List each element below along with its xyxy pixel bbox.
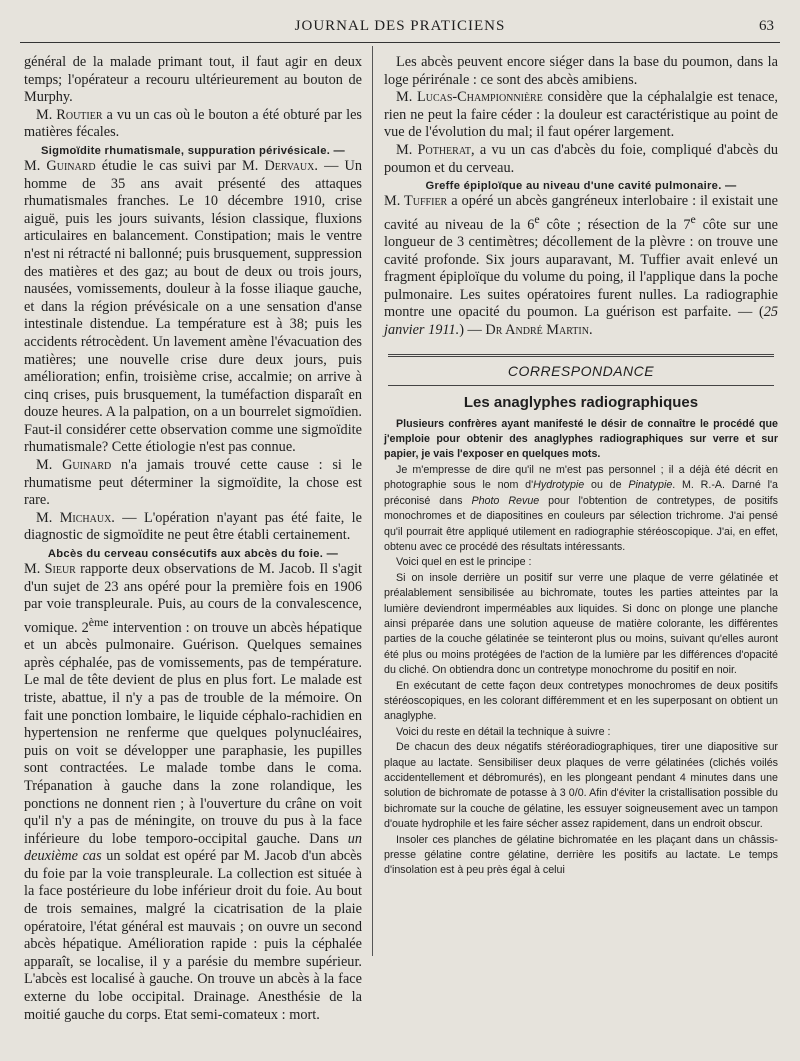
column-divider — [372, 46, 373, 956]
paragraph: M. Guinard étudie le cas suivi par M. Dervaux. — Un homme de 35 ans avait présenté des attaques rhumatismales franches. Le 10 décembre 1910, crise aiguë, puis les jours suivants, lésion classique, fluxions articulaires en balancement. Constipation; mais le ventre n'est ni rétracté ni ballonné; puis brusquement, suppression des matières et des gaz; au bout de deux ou trois jours, nausées, vomissements, douleur à la fosse iliaque gauche, et dans la région prévésicale on a une sensation d'anse intestinale distendue. La température est à 38; puis les accidents rétrocèdent. Un lavement amène l'évacuation des matières; une nouvelle crise dure deux jours, puis amélioration; enfin, troisième crise, accalmie; on arrive à cinq crises, puis brusquement, la tuméfaction disparaît en douze heures. A la palpation, on a un bourrelet sigmoïdien. Faut-il considérer cette observation comme une sigmoïdite rhumatismale? Cette étiologie n'est pas connue. — [24, 157, 362, 456]
author-name: M. Routier — [36, 106, 103, 123]
section-heading — [384, 354, 778, 386]
journal-title: JOURNAL DES PRATICIENS — [294, 18, 506, 34]
section-label: CORRESPONDANCE — [507, 362, 655, 379]
paragraph: M. Routier a vu un cas où le bouton a été obturé par les matières fécales. — [24, 106, 362, 141]
section-rule — [388, 385, 774, 386]
paragraph: Les abcès peuvent encore siéger dans la base du poumon, dans la loge périrénale : ce sont des abcès amibiens. — [384, 54, 778, 88]
paragraph: Je m'empresse de dire qu'il ne m'est pas personnel ; il a déjà été décrit en photographie sous le nom d'Hydrotypie ou de Pinatypie. M. R.-A. Darné l'a préconisé dans Photo Revue pour l'obtention de contretypes, de positifs monochromes et de diapositines en couleurs par sélection trichrome. J'ai pensé qu'il pourrait être appliqué utilement en radiographie stéréoscopique. J'ai, en effet, obtenu avec ce procédé des résultats intéressants. — [384, 463, 778, 553]
author-name: M. Dervaux — [242, 157, 315, 174]
header-rule — [20, 42, 780, 43]
paragraph: Voici du reste en détail la technique à suivre : — [396, 725, 611, 738]
paragraph: Insoler ces planches de gélatine bichromatée en les plaçant dans un châssis-presse gélatine contre gélatine, derrière les positifs au lactate. Le temps d'insolation est à peu près égal à celui — [384, 833, 778, 877]
paragraph: M. Sieur rapporte deux observations de M. Jacob. Il s'agit d'un sujet de 23 ans opéré pour la première fois en 1906 par voie transpleurale. Puis, au cours de la convalescence, vomique. 2ème intervention : on trouve un abcès hépatique et un abcès pulmonaire. Guérison. Quelques semaines après céphalée, pas de vomissements, pas de température. Le mal de tête devient de plus en plus fort. Le malade est triste, abattue, il n'y a pas de trouble de la mémoire. On fait une ponction lombaire, le liquide céphalo-rachidien en hypertension ne renferme que quelques polynucléaires, puis on voit se développer une paraphasie, les pupilles sont contractées. Le malade tombe dans le coma. Trépanation à gauche dans la zone rolandique, les ponctions ne donnent rien ; à l'ouverture du crâne on voit qu'il n'y a pas de méningite, on trouve du pus à la face inférieure du lobe temporo-occipital gauche. Dans un deuxième cas un soldat est opéré par M. Jacob d'un abcès du foie par la voie transpleurale. La collection est située à la face postérieure du lobe inférieur droit du foie. Au bout de trois semaines, malgré la cicatrisation de la plaie opératoire, l'état général est mauvais ; on ouvre un second abcès hépatique. Amélioration rapide : puis la céphalée apparaît, se localise, il y a parésie du membre supérieur. L'abcès est localisé à gauche. On trouve un abcès à la face externe du lobe occipital. Drainage. Anesthésie de la moitié gauche du corps. Etat semi-comateux : mort. — [24, 561, 362, 1023]
author-name: M. Michaux — [36, 509, 112, 526]
author-name: M. Sieur — [24, 561, 76, 578]
author-name: M. Tuffier — [384, 193, 448, 210]
left-column — [24, 54, 362, 1023]
rubric-heading: Abcès du cerveau consécutifs aux abcès du foie. — — [47, 548, 339, 561]
article-body — [384, 417, 778, 879]
paragraph: M. Michaux. — L'opération n'ayant pas été faite, le diagnostic de sigmoïdite ne peut être établi certainement. — [24, 509, 362, 544]
author-name: M. Guinard — [24, 157, 96, 174]
paragraph: Voici quel en est le principe : — [396, 556, 532, 569]
paragraph: Si on insole derrière un positif sur verre une plaque de verre gélatinée et préalablement sensibilisée au bichromate, toutes les parties atteintes par la lumière deviendront imperméables aux liquides. Si donc on plonge une planche ainsi préparée dans une solution aqueuse de matière colorante, les différentes parties de la couche gélatinée se teinteront plus ou moins, suivant qu'elles auront été plus ou moins protégées de l'action de la lumière par les différences d'opacité du cliché. On obtiendra donc un contretype monochrome du positif en noir. — [384, 571, 778, 677]
rubric-heading: Greffe épiploïque au niveau d'une cavité pulmonaire. — — [425, 180, 737, 193]
article-title: Les anaglyphes radiographiques — [463, 393, 699, 411]
right-column — [384, 54, 778, 964]
paragraph: M. Tuffier a opéré un abcès gangréneux interlobaire : il existait une cavité au niveau de la 6e côte ; résection de la 7e côte sur une longueur de 3 centimètres; décollement de la plèvre : on trouve une cavité profonde. Six jours auparavant, M. Tuffier avait enlevé un fragment épiploïque du volume du poing, il l'applique dans la poche pulmonaire. Les suites opératoires furent nulles. La radiographie montre une opacité du poumon. La guérison est parfaite. — (25 janvier 1911.) — Dr André Martin. — [384, 193, 778, 339]
page-number: 63 — [759, 18, 774, 34]
paragraph: M. Guinard n'a jamais trouvé cette cause : si le rhumatisme peut déterminer la sigmoïdite, la chose est rare. — [24, 457, 362, 509]
paragraph: général de la malade primant tout, il faut agir en deux temps; l'opérateur a recouru ultérieurement au bouton de Murphy. — [24, 54, 362, 106]
paragraph: En exécutant de cette façon deux contretypes monochromes de deux positifs stéréoscopiques, en les colorant différemment et en les superposant on obtient un anaglyphe. — [384, 679, 778, 723]
author-name: M. Potherat — [396, 141, 472, 158]
signature: Dr André Martin. — [485, 322, 593, 339]
section-rule — [388, 354, 774, 357]
running-head — [0, 12, 800, 40]
paragraph: De chacun des deux négatifs stéréoradiographiques, tirer une diapositive sur plaque au lactate. Sensibiliser deux plaques de verre gélatinées (clichés voilés accidentellement et débromurés), en les plongeant pendant 4 minutes dans une solution de bichromate de potasse à 3 0/0. Afin d'éviter la cristallisation possible du bichromate sur la couche de gélatine, les essuyer soigneusement avec un tampon d'ouate hydrophile et les faire sécher assez rapidement, dans un endroit obscur. — [384, 741, 778, 831]
author-name: M. Guinard — [36, 457, 112, 474]
paragraph: M. Potherat, a vu un cas d'abcès du foie, compliqué d'abcès du poumon et du cerveau. — [384, 141, 778, 176]
rubric-heading: Sigmoïdite rhumatismale, suppuration périvésicale. — — [40, 144, 346, 157]
paragraph: M. Lucas-Championnière considère que la céphalalgie est tenace, rien ne peut la faire céder : la douleur est caractéristique au point de vue de l'évolution du mal; il faut opérer largement. — [384, 89, 778, 141]
paragraph: Plusieurs confrères ayant manifesté le désir de connaître le procédé que j'emploie pour obtenir des anaglyphes radiographiques sur verre et sur papier, je vais l'exposer en quelques mots. — [384, 417, 778, 461]
author-name: M. Lucas-Championnière — [396, 89, 543, 106]
society-report — [384, 54, 778, 340]
